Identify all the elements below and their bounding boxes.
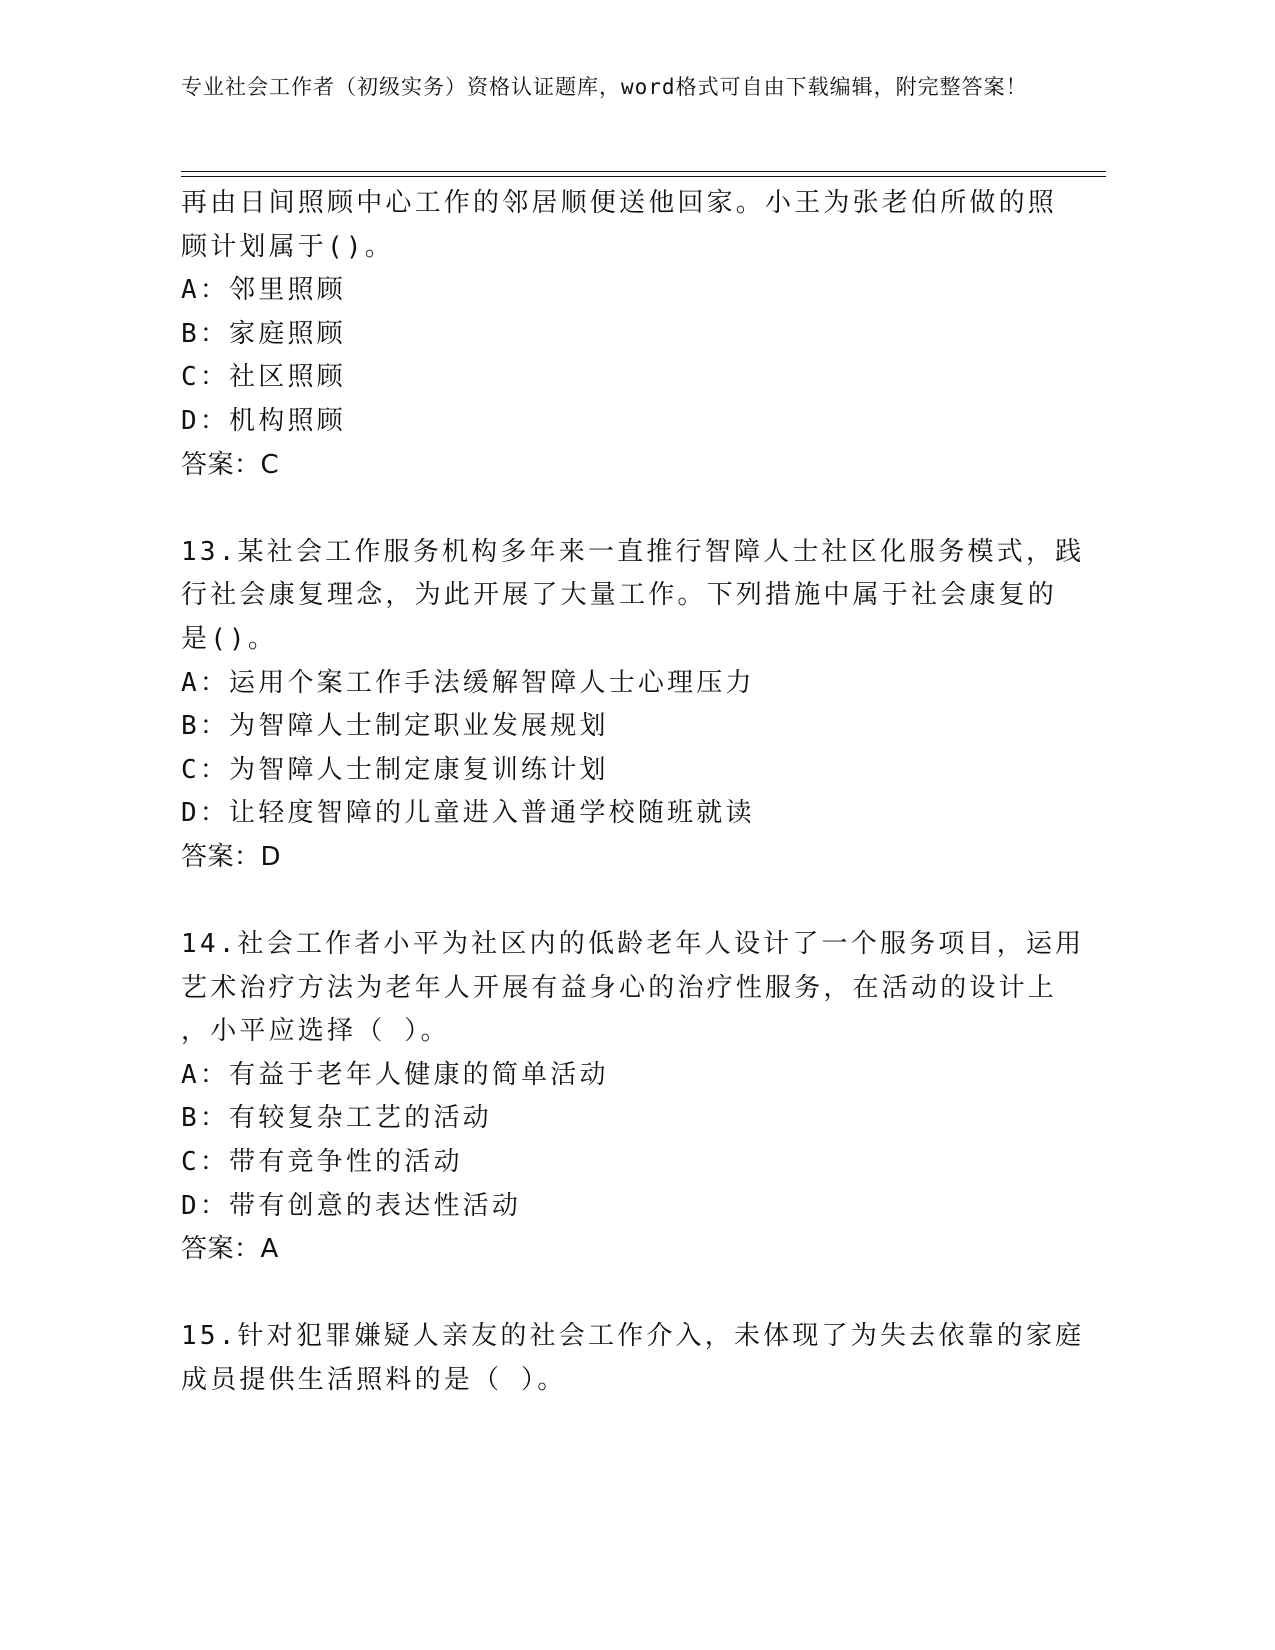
document-header: 专业社会工作者（初级实务）资格认证题库，word格式可自由下载编辑，附完整答案！ (181, 75, 1028, 99)
question-stem-line: 成员提供生活照料的是（ ）。 (181, 1365, 567, 1396)
option-c: C：社区照顾 (181, 362, 346, 393)
option-a: A：运用个案工作手法缓解智障人士心理压力 (181, 667, 755, 698)
option-b: B：为智障人士制定职业发展规划 (181, 711, 609, 742)
question-block-15 (181, 1315, 1085, 1402)
question-stem-line: 顾计划属于()。 (181, 231, 394, 262)
answer-line: 答案：A (181, 1234, 279, 1265)
spacer (181, 487, 1061, 531)
header-divider-top (181, 171, 1106, 172)
question-stem-line: 是()。 (181, 623, 278, 654)
question-stem-line: 13.某社会工作服务机构多年来一直推行智障人士社区化服务模式，践 (181, 536, 1085, 567)
header-divider-bottom (181, 176, 1106, 177)
question-stem-line: 行社会康复理念，为此开展了大量工作。下列措施中属于社会康复的 (181, 580, 1058, 611)
option-b: B：有较复杂工艺的活动 (181, 1103, 492, 1134)
option-d: D：机构照顾 (181, 405, 346, 436)
answer-line: 答案：D (181, 841, 282, 872)
option-a: A：邻里照顾 (181, 275, 346, 306)
option-a: A：有益于老年人健康的简单活动 (181, 1059, 609, 1090)
answer-line: 答案：C (181, 449, 280, 480)
option-b: B：家庭照顾 (181, 318, 346, 349)
question-stem-line: ，小平应选择（ ）。 (181, 1016, 450, 1047)
question-stem-line: 艺术治疗方法为老年人开展有益身心的治疗性服务，在活动的设计上 (181, 972, 1058, 1003)
option-d: D：带有创意的表达性活动 (181, 1190, 522, 1221)
option-d: D：让轻度智障的儿童进入普通学校随班就读 (181, 798, 755, 829)
question-stem-line: 15.针对犯罪嫌疑人亲友的社会工作介入，未体现了为失去依靠的家庭 (181, 1321, 1085, 1352)
question-stem-line: 再由日间照顾中心工作的邻居顺便送他回家。小王为张老伯所做的照 (181, 188, 1058, 218)
question-block-13 (181, 531, 1085, 880)
option-c: C：带有竞争性的活动 (181, 1147, 463, 1178)
question-list (181, 182, 1085, 1403)
spacer (181, 880, 1061, 924)
question-stem-line: 14.社会工作者小平为社区内的低龄老年人设计了一个服务项目，运用 (181, 929, 1085, 960)
spacer (181, 1272, 1061, 1316)
question-block-14 (181, 923, 1085, 1272)
question-block-12 (181, 182, 1061, 487)
option-c: C：为智障人士制定康复训练计划 (181, 754, 609, 785)
